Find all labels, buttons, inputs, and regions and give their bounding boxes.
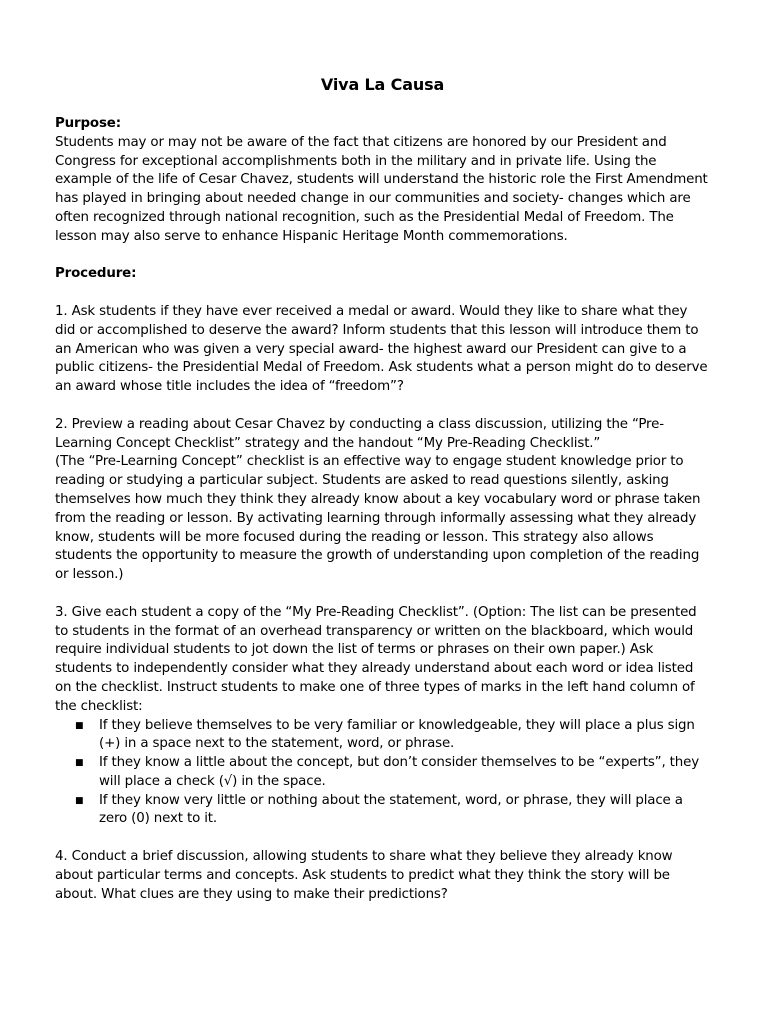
procedure-step-4: 4. Conduct a brief discussion, allowing students to share what they believe they already know about particular terms and concepts. Ask students to predict what they think the story will be about. What clues are they using to make their predictions? [55,849,673,902]
purpose-heading: Purpose: [55,116,121,131]
procedure-step-3: 3. Give each student a copy of the “My Pre-Reading Checklist”. (Option: The list can be presented to students in the format of an overhead transparency or written on the blackboard, which would require individual students to jot down the list of terms or phrases on their own paper.) Ask students to independently consider what they already understand about each word or idea listed on the checklist. Instruct students to make one of three types of marks in the left hand column of the checklist: [55,604,697,714]
square-bullet-icon: ■ [75,758,84,769]
spacer [55,284,710,303]
procedure-step-2: 2. Preview a reading about Cesar Chavez by conducting a class discussion, utilizing the “Pre-Learning Concept Checklist” strategy and the handout “My Pre-Reading Checklist.” [55,416,664,451]
square-bullet-icon: ■ [75,795,84,806]
bullet-text: If they know very little or nothing about the statement, word, or phrase, they will place a zero (0) next to it. [99,792,683,827]
purpose-text: Students may or may not be aware of the fact that citizens are honored by our President and Congress for exceptional accomplishments both in the military and in private life. Using the example of the life of Cesar Chavez, students will understand the historic role the First Amendment has played in bringing about needed change in our communities and society- changes which are often recognized through national recognition, such as the Presidential Medal of Freedom. The lesson may also serve to enhance Hispanic Heritage Month commemorations. [55,134,708,244]
procedure-step-1: 1. Ask students if they have ever received a medal or award. Would they like to share what they did or accomplished to deserve the award? Inform students that this lesson will introduce them to an American who was given a very special award- the highest award our President can give to a public citizens- the Presidential Medal of Freedom. Ask students what a person might do to deserve an award whose title includes the idea of “freedom”? [55,303,708,395]
checklist-marks-list [55,717,710,830]
procedure-heading: Procedure: [55,266,137,282]
spacer [55,829,710,848]
spacer [55,585,710,604]
document-page [55,74,710,904]
procedure-step-2-note: (The “Pre-Learning Concept” checklist is an effective way to engage student knowledge prior to reading or studying a particular subject. Students are asked to read questions silently, asking themselves how much they think they already know about a key vocabulary word or phrase taken from the reading or lesson. By activating learning through informally assessing what they already know, students will be more focused during the reading or lesson. This strategy also allows students the opportunity to measure the growth of understanding upon completion of the reading or lesson.) [55,454,701,583]
list-item [75,754,710,792]
list-item [75,792,710,830]
document-title: Viva La Causa [320,75,445,94]
square-bullet-icon: ■ [75,720,84,731]
spacer [55,247,710,266]
bullet-text: If they know a little about the concept, but don’t consider themselves to be “experts”, they will place a check (√) in the space. [99,755,699,789]
list-item [75,717,710,755]
bullet-text: If they believe themselves to be very familiar or knowledgeable, they will place a plus sign (+) in a space next to the statement, word, or phrase. [99,717,695,752]
spacer [55,397,710,416]
